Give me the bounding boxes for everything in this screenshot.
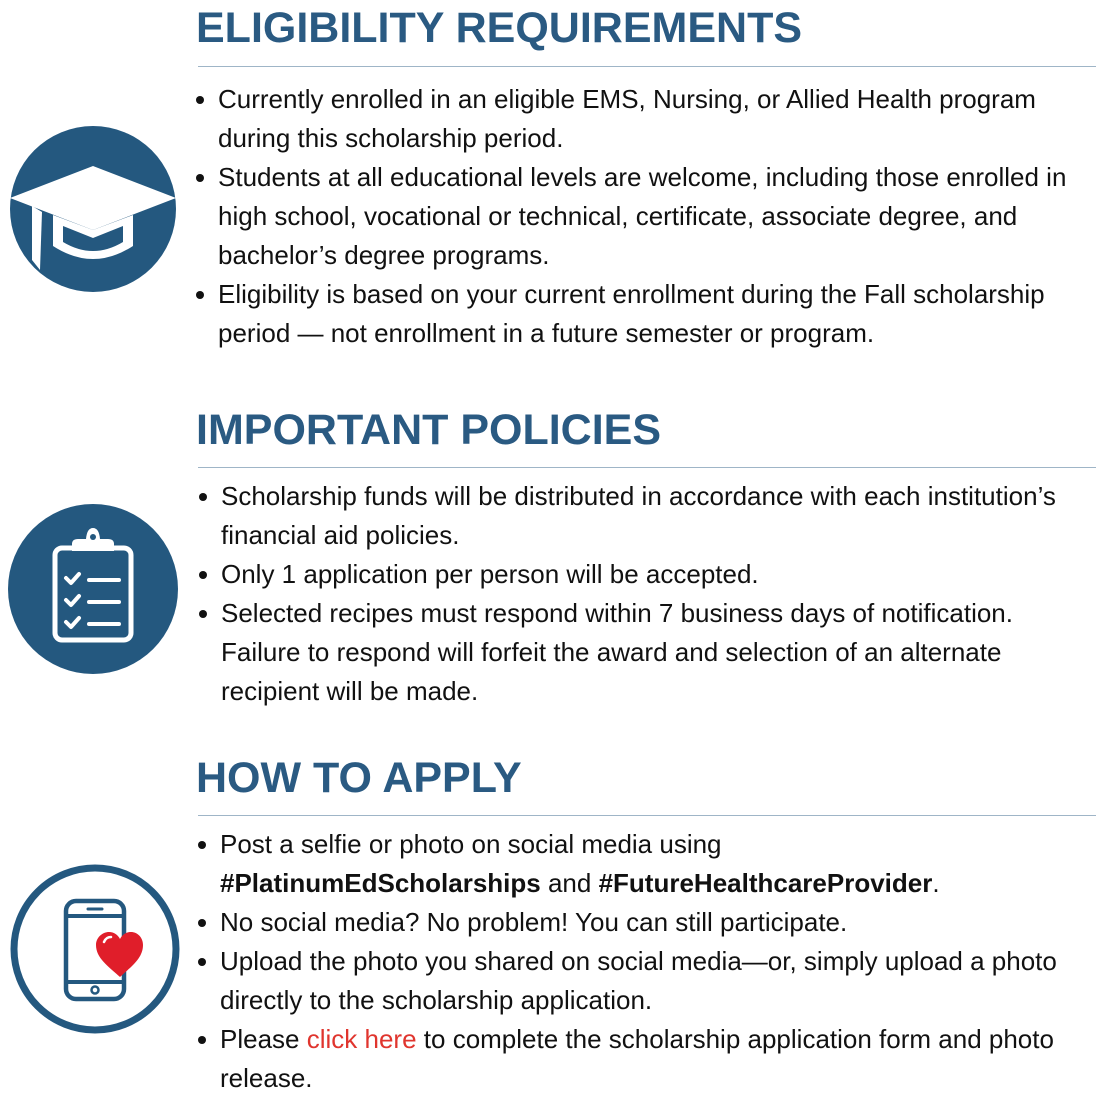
eligibility-divider — [198, 66, 1096, 67]
sentence-end: . — [932, 868, 940, 898]
apply-item-text: to complete the scholarship application form and photo release. — [220, 1024, 1054, 1093]
apply-item-text: Post a selfie or photo on social media using — [220, 829, 722, 859]
list-item: Upload the photo you shared on social media—or, simply upload a photo directly to the scholarship application. — [196, 942, 1096, 1020]
eligibility-section — [0, 0, 1120, 370]
policies-heading: IMPORTANT POLICIES — [196, 406, 662, 454]
apply-list — [196, 825, 1096, 1098]
list-item: Only 1 application per person will be accepted. — [197, 555, 1097, 594]
list-item: Scholarship funds will be distributed in accordance with each institution’s financial aid policies. — [197, 477, 1097, 555]
policies-section — [0, 400, 1120, 720]
apply-item-text: Please — [220, 1024, 307, 1054]
hashtag-future: #FutureHealthcareProvider — [598, 868, 933, 898]
apply-section — [0, 750, 1120, 1120]
phone-heart-icon — [10, 864, 180, 1034]
list-item: No social media? No problem! You can still participate. — [196, 903, 1096, 942]
list-item: Students at all educational levels are welcome, including those enrolled in high school, vocational or technical, certificate, associate degree, and bachelor’s degree programs. — [194, 158, 1094, 275]
list-item: Selected recipes must respond within 7 business days of notification. Failure to respond will forfeit the award and selection of an alternate recipient will be made. — [197, 594, 1097, 711]
eligibility-heading: ELIGIBILITY REQUIREMENTS — [196, 4, 803, 52]
hashtag-platinum: #PlatinumEdScholarships — [220, 868, 541, 898]
policies-list — [197, 477, 1097, 711]
eligibility-list — [194, 80, 1094, 353]
hashtag-joiner: and — [540, 868, 599, 898]
list-item — [196, 825, 1096, 903]
graduation-cap-icon — [10, 126, 176, 292]
list-item: Eligibility is based on your current enrollment during the Fall scholarship period — not enrollment in a future semester or program. — [194, 275, 1094, 353]
application-form-link[interactable]: click here — [306, 1024, 417, 1054]
list-item: Currently enrolled in an eligible EMS, Nursing, or Allied Health program during this scholarship period. — [194, 80, 1094, 158]
apply-heading: HOW TO APPLY — [196, 754, 522, 802]
apply-divider — [198, 815, 1096, 816]
policies-divider — [198, 467, 1096, 468]
list-item — [196, 1020, 1096, 1098]
clipboard-checklist-icon — [8, 504, 178, 674]
